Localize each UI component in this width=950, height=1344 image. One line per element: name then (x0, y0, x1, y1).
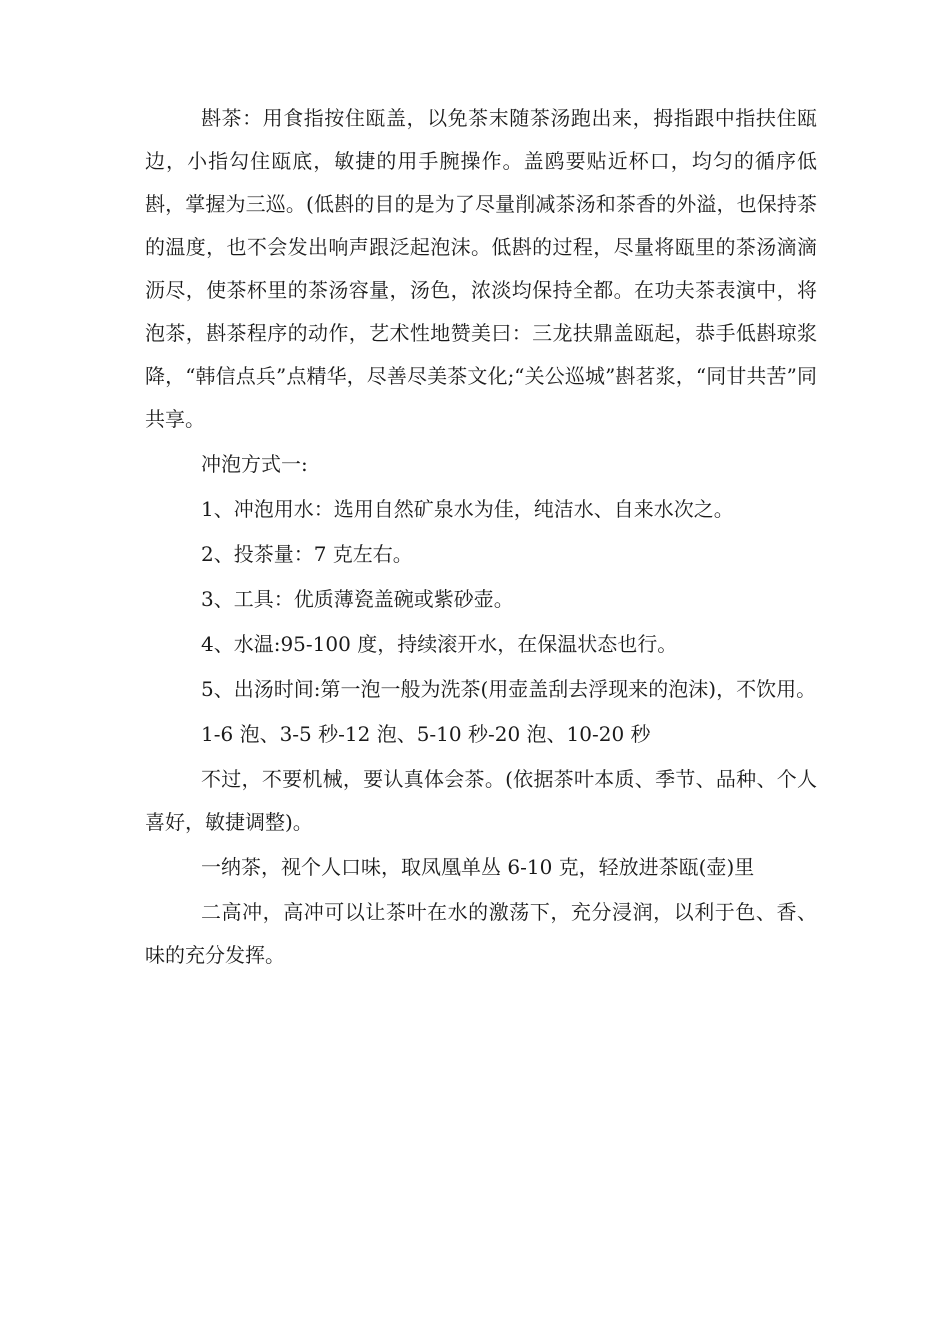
paragraph-high-pour: 二高冲，高冲可以让茶叶在水的激荡下，充分浸润，以利于色、香、味的充分发挥。 (145, 900, 817, 967)
paragraph-brewing-method-heading: 冲泡方式一: (201, 452, 308, 476)
paragraph-water: 1、冲泡用水：选用自然矿泉水为佳，纯洁水、自来水次之。 (201, 497, 734, 521)
paragraph-tea-amount: 2、投茶量：7 克左右。 (201, 542, 413, 566)
paragraph-adjust-note: 不过，不要机械，要认真体会茶。(依据茶叶本质、季节、品种、个人喜好，敏捷调整)。 (145, 767, 817, 834)
paragraph-tools: 3、工具：优质薄瓷盖碗或紫砂壶。 (201, 587, 514, 611)
paragraph-steep-time: 5、出汤时间:第一泡一般为洗茶(用壶盖刮去浮现来的泡沫)，不饮用。 (201, 677, 817, 701)
paragraph-pouring-tea: 斟茶：用食指按住瓯盖，以免茶末随茶汤跑出来，拇指跟中指扶住瓯边，小指勾住瓯底，敏捷的用手腕操作。盖鸥要贴近杯口，均匀的循序低斟，掌握为三巡。(低斟的目的是为了尽量削减茶汤和茶香的外溢，也保持茶的温度，也不会发出响声跟泛起泡沫。低斟的过程，尽量将瓯里的茶汤滴滴沥尽，使茶杯里的茶汤容量，汤色，浓淡均保持全都。在功夫茶表演中，将泡茶，斟茶程序的动作，艺术性地赞美曰：三龙扶鼎盖瓯起，恭手低斟琼浆降，“韩信点兵”点精华，尽善尽美茶文化;“关公巡城”斟茗浆，“同甘共苦”同共享。 (145, 106, 817, 431)
paragraph-water-temperature: 4、水温:95-100 度，持续滚开水，在保温状态也行。 (201, 632, 678, 656)
paragraph-add-tea: 一纳茶，视个人口味，取凤凰单丛 6-10 克，轻放进茶瓯(壶)里 (201, 855, 755, 879)
document-body (145, 97, 817, 977)
paragraph-steep-schedule: 1-6 泡、3-5 秒-12 泡、5-10 秒-20 泡、10-20 秒 (201, 722, 651, 746)
